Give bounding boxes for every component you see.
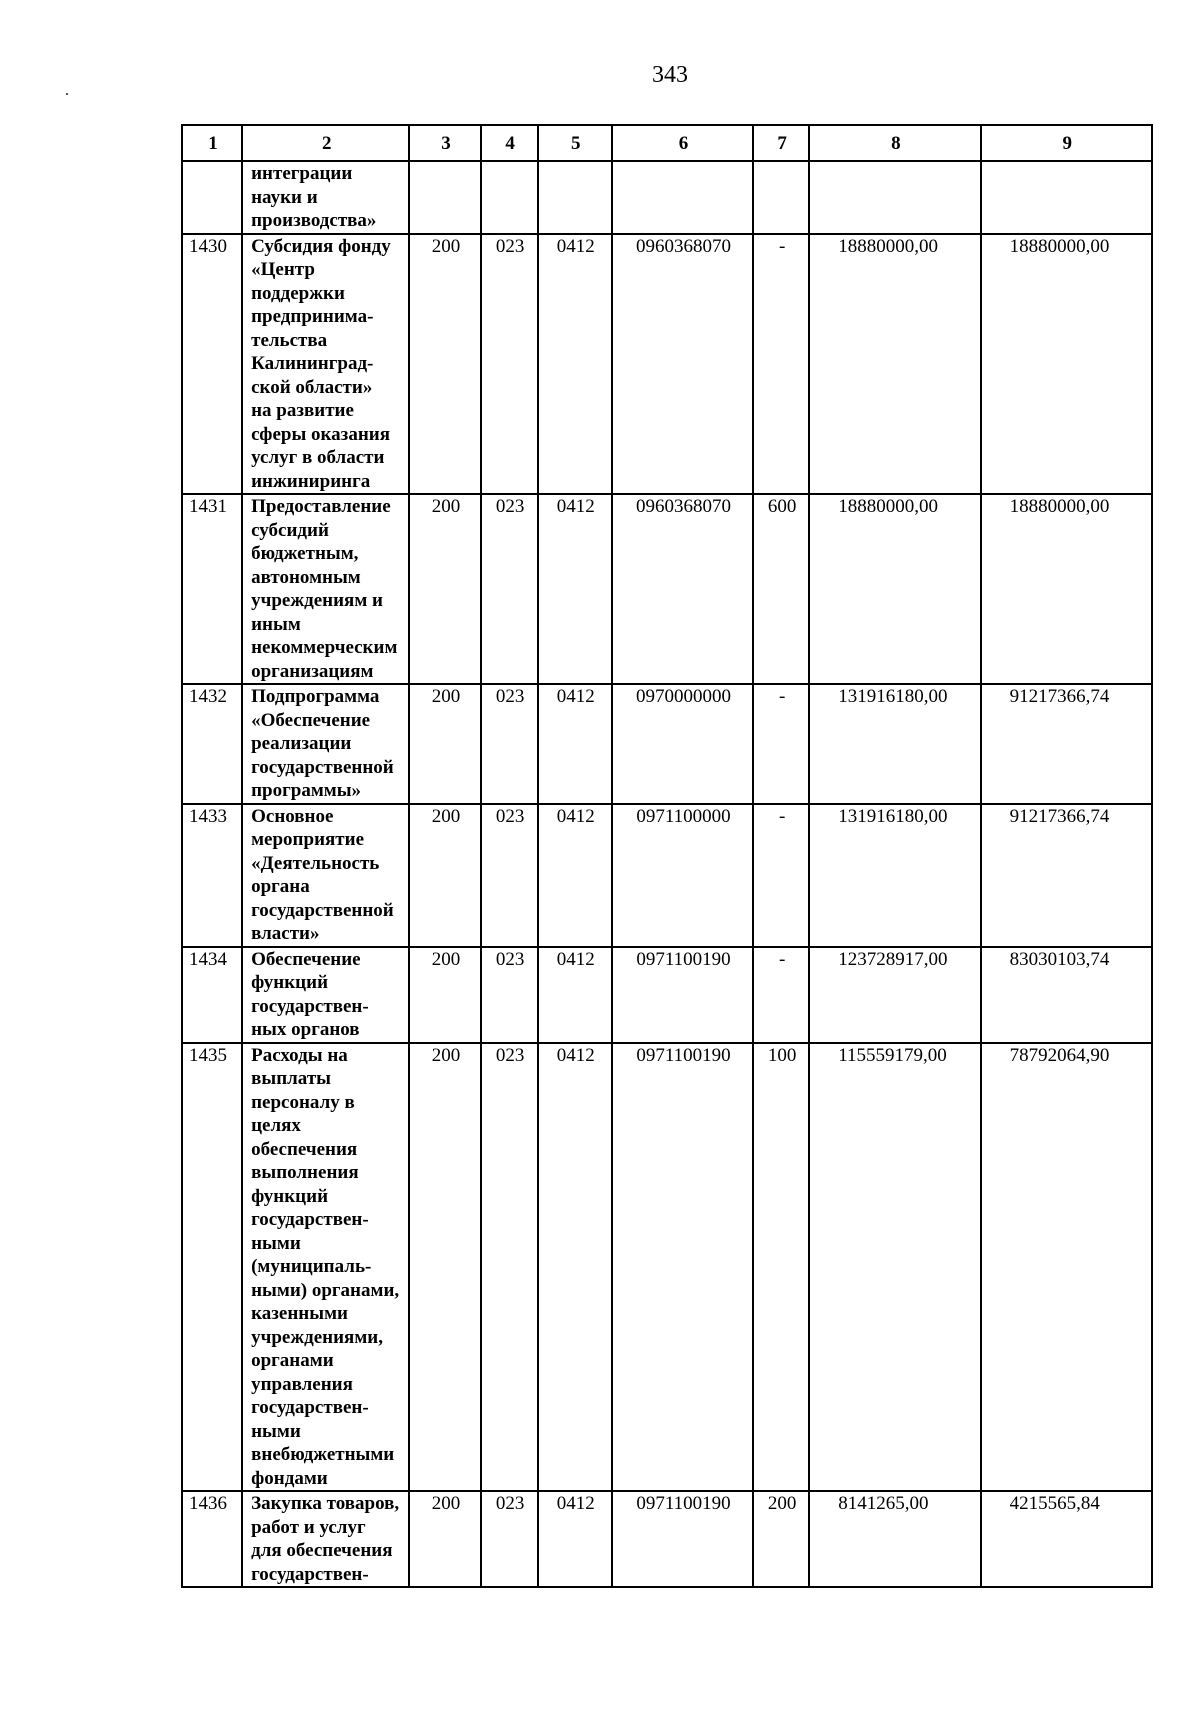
column-header: 9 xyxy=(981,125,1152,161)
col6-cell: 0970000000 xyxy=(612,684,753,804)
column-header: 8 xyxy=(809,125,980,161)
col7-cell: - xyxy=(753,947,809,1043)
table-row xyxy=(182,947,1152,1043)
col4-cell: 023 xyxy=(481,804,538,947)
column-header: 4 xyxy=(481,125,538,161)
col3-cell: 200 xyxy=(409,1491,480,1587)
table-row xyxy=(182,684,1152,804)
table-row xyxy=(182,1491,1152,1587)
row-name-cell: Субсидия фонду «Центр поддержки предпринима- тельства Калининград- ской области» на развитие сферы оказания услуг в области инжиниринга xyxy=(242,234,409,495)
row-number-cell: 1434 xyxy=(182,947,242,1043)
table-body xyxy=(182,161,1152,1587)
col8-amount-cell: 8141265,00 xyxy=(809,1491,980,1587)
table-row xyxy=(182,1043,1152,1492)
row-number-cell: 1435 xyxy=(182,1043,242,1492)
col5-cell: 0412 xyxy=(538,947,612,1043)
col3-cell: 200 xyxy=(409,1043,480,1492)
col3-cell: 200 xyxy=(409,947,480,1043)
col5-cell xyxy=(538,161,612,234)
col7-cell: - xyxy=(753,234,809,495)
row-name-cell: Подпрограмма «Обеспечение реализации государственной программы» xyxy=(242,684,409,804)
column-header: 5 xyxy=(538,125,612,161)
col4-cell: 023 xyxy=(481,1043,538,1492)
row-name-cell: Расходы на выплаты персоналу в целях обеспечения выполнения функций государствен- ными (муниципаль- ными) органами, казенными учреждениями, органами управления государствен- ными внебюджетными фондами xyxy=(242,1043,409,1492)
col3-cell: 200 xyxy=(409,804,480,947)
col6-cell: 0971100190 xyxy=(612,1491,753,1587)
col8-amount-cell: 18880000,00 xyxy=(809,494,980,684)
col4-cell: 023 xyxy=(481,234,538,495)
col9-amount-cell: 91217366,74 xyxy=(981,804,1152,947)
col9-amount-cell: 83030103,74 xyxy=(981,947,1152,1043)
col5-cell: 0412 xyxy=(538,494,612,684)
col8-amount-cell: 115559179,00 xyxy=(809,1043,980,1492)
col5-cell: 0412 xyxy=(538,1043,612,1492)
col4-cell: 023 xyxy=(481,494,538,684)
row-name-cell: Закупка товаров, работ и услуг для обеспечения государствен- xyxy=(242,1491,409,1587)
col4-cell xyxy=(481,161,538,234)
col6-cell xyxy=(612,161,753,234)
table-row xyxy=(182,494,1152,684)
col3-cell: 200 xyxy=(409,234,480,495)
row-number-cell: 1430 xyxy=(182,234,242,495)
row-name-cell: Предоставление субсидий бюджетным, автономным учреждениям и иным некоммерческим организациям xyxy=(242,494,409,684)
col9-amount-cell: 4215565,84 xyxy=(981,1491,1152,1587)
col4-cell: 023 xyxy=(481,947,538,1043)
table-header-row xyxy=(182,125,1152,161)
column-header: 7 xyxy=(753,125,809,161)
table-row xyxy=(182,804,1152,947)
col7-cell: 100 xyxy=(753,1043,809,1492)
page-number: 343 xyxy=(652,62,688,88)
column-header: 2 xyxy=(242,125,409,161)
row-number-cell: 1436 xyxy=(182,1491,242,1587)
column-header: 1 xyxy=(182,125,242,161)
row-number-cell xyxy=(182,161,242,234)
col3-cell: 200 xyxy=(409,494,480,684)
col9-amount-cell xyxy=(981,161,1152,234)
row-number-cell: 1432 xyxy=(182,684,242,804)
col6-cell: 0971100190 xyxy=(612,1043,753,1492)
col5-cell: 0412 xyxy=(538,1491,612,1587)
row-name-cell: Основное мероприятие «Деятельность органа государственной власти» xyxy=(242,804,409,947)
col8-amount-cell: 18880000,00 xyxy=(809,234,980,495)
budget-table xyxy=(181,124,1153,1588)
col4-cell: 023 xyxy=(481,684,538,804)
col9-amount-cell: 91217366,74 xyxy=(981,684,1152,804)
table-row xyxy=(182,234,1152,495)
col9-amount-cell: 18880000,00 xyxy=(981,234,1152,495)
col8-amount-cell: 131916180,00 xyxy=(809,804,980,947)
col6-cell: 0971100190 xyxy=(612,947,753,1043)
row-number-cell: 1433 xyxy=(182,804,242,947)
col7-cell xyxy=(753,161,809,234)
col7-cell: - xyxy=(753,804,809,947)
col7-cell: 600 xyxy=(753,494,809,684)
col8-amount-cell: 123728917,00 xyxy=(809,947,980,1043)
column-header: 3 xyxy=(409,125,480,161)
col6-cell: 0960368070 xyxy=(612,234,753,495)
col8-amount-cell xyxy=(809,161,980,234)
column-header: 6 xyxy=(612,125,753,161)
col6-cell: 0960368070 xyxy=(612,494,753,684)
col3-cell: 200 xyxy=(409,684,480,804)
table-row xyxy=(182,161,1152,234)
col5-cell: 0412 xyxy=(538,234,612,495)
scan-speck xyxy=(66,93,68,95)
col4-cell: 023 xyxy=(481,1491,538,1587)
col6-cell: 0971100000 xyxy=(612,804,753,947)
col8-amount-cell: 131916180,00 xyxy=(809,684,980,804)
row-name-cell: интеграции науки и производства» xyxy=(242,161,409,234)
col9-amount-cell: 18880000,00 xyxy=(981,494,1152,684)
col7-cell: 200 xyxy=(753,1491,809,1587)
col9-amount-cell: 78792064,90 xyxy=(981,1043,1152,1492)
row-name-cell: Обеспечение функций государствен- ных органов xyxy=(242,947,409,1043)
col3-cell xyxy=(409,161,480,234)
col5-cell: 0412 xyxy=(538,804,612,947)
col5-cell: 0412 xyxy=(538,684,612,804)
col7-cell: - xyxy=(753,684,809,804)
row-number-cell: 1431 xyxy=(182,494,242,684)
